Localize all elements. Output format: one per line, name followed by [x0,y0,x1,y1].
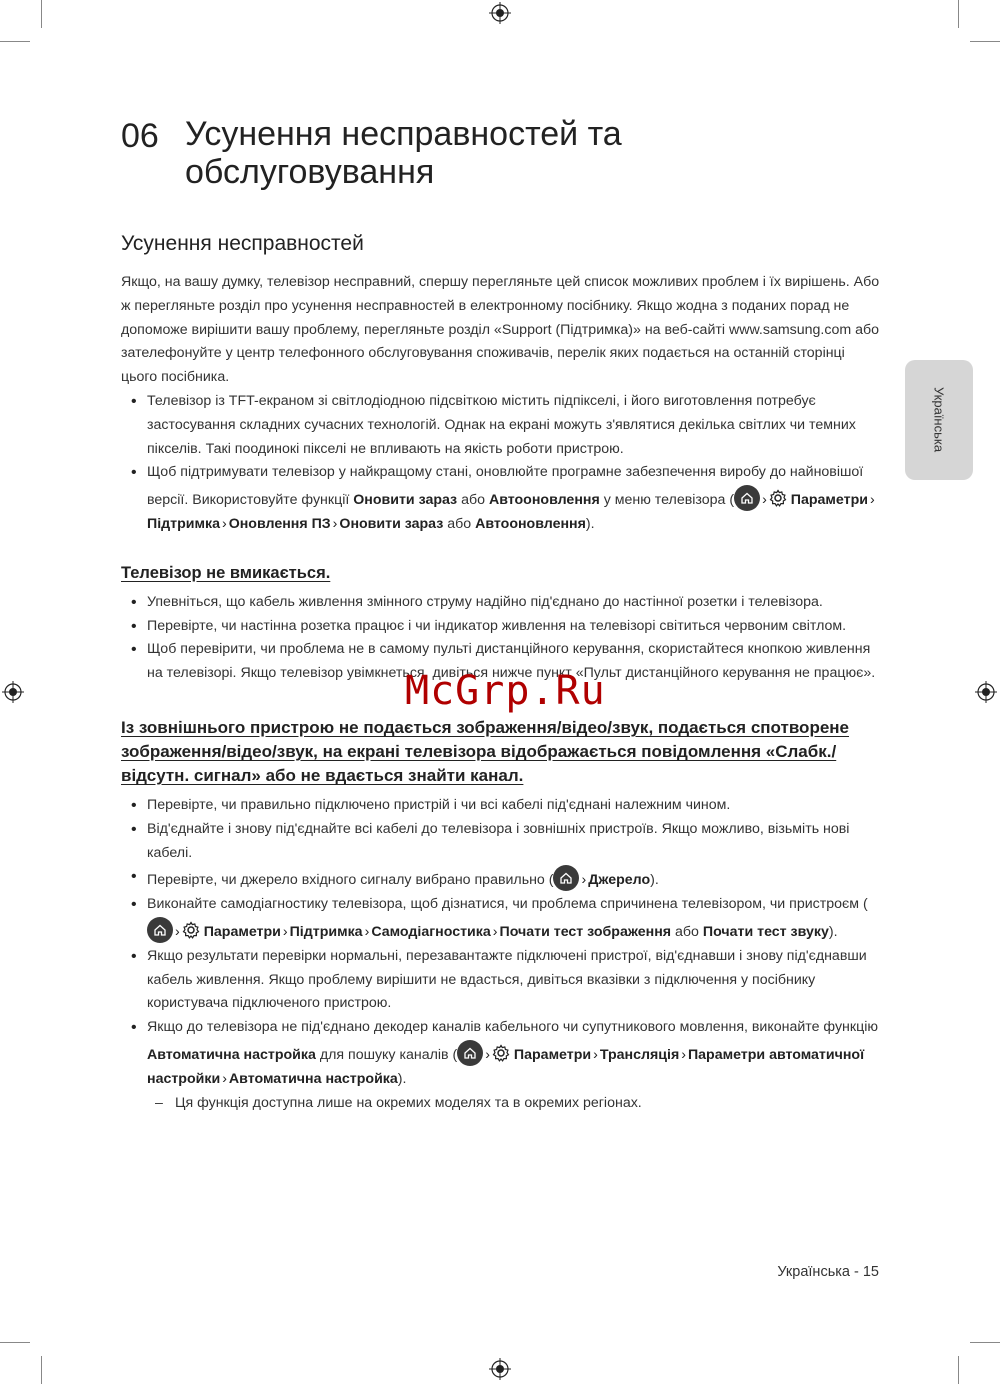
language-tab-label: Українська [931,387,947,453]
chevron-right-icon: › [282,923,288,940]
text: ). [397,1070,407,1087]
text: Виконайте самодіагностику телевізора, щоб дізнатися, чи проблема спричинена телевізором, чи пристроєм ( [147,896,868,913]
menu-term: Автоматична настройка [228,1070,398,1087]
menu-term: Оновити зараз [353,492,458,509]
chevron-right-icon: › [222,1070,227,1087]
text: Щоб підтримувати телевізор у найкращому стані, оновлюйте програмне забезпечення виробу до найновішої версії. Використовуйте функції [147,464,864,509]
menu-term: Оновлення ПЗ [228,515,331,532]
text: ). [585,515,595,532]
gear-icon [182,921,200,939]
registration-mark-icon [2,681,24,703]
list-item: • Якщо результати перевірки нормальні, перезавантажте підключені пристрої, від'єднавши і знову під'єднавши кабель живлення. Якщо проблему вирішити не вдасться, дивіться вказівки з підключення у посібнику користувача підключеного пристрою. [121,945,881,1016]
intro-paragraph: Якщо, на вашу думку, телевізор несправний, спершу перегляньте цей список можливих проблем і їх вирішень. Або ж перегляньте розділ про усунення несправностей в електронному посібнику. Якщо жодна з поданих порад не допоможе вирішити вашу проблему, перегляньте розділ «Support (Підтримка)» на веб-сайті www.samsung.com або зателефонуйте у центр телефонного обслуговування споживачів, перелік яких подається на останній сторінці цього посібника. [121,274,880,386]
menu-term: Параметри [203,923,281,940]
chevron-right-icon: › [762,492,767,509]
menu-term: Підтримка [147,515,220,532]
gear-icon [492,1044,510,1062]
menu-term: Почати тест звуку [702,923,829,940]
home-icon [147,917,173,943]
menu-term: Підтримка [289,923,363,940]
text: Якщо до телевізора не під'єднано декодер каналів кабельного чи супутникового мовлення, виконайте функцію [147,1019,878,1036]
registration-mark-icon [489,2,511,24]
crop-mark [958,1356,959,1384]
crop-mark [958,0,959,28]
list-item [121,893,881,945]
crop-mark [0,41,30,42]
home-icon [734,485,760,511]
menu-term: Параметри автоматичної настройки [147,1046,865,1087]
menu-term: Автооновлення [488,492,600,509]
language-tab [905,360,973,480]
chevron-right-icon: › [221,515,227,532]
chapter-number: 06 [121,117,159,155]
home-icon [553,865,579,891]
chevron-right-icon: › [175,923,180,940]
text: ). [828,923,838,940]
crop-mark [41,1356,42,1384]
crop-mark [970,1342,1000,1343]
menu-term: Параметри [790,492,868,509]
chevron-right-icon: › [581,872,587,889]
text: для пошуку каналів ( [319,1046,458,1063]
subsection-title: Телевізор не вмикається. [121,563,331,582]
menu-term: Трансляція [599,1046,680,1063]
chevron-right-icon: › [485,1046,490,1063]
text: або [675,923,699,940]
list-item: • Перевірте, чи правильно підключено пристрій і чи всі кабелі під'єднані належним чином. [121,794,881,818]
chevron-right-icon: › [869,492,875,509]
subsection-title: Із зовнішнього пристрою не подається зображення/відео/звук, подається спотворене зображення/відео/звук, на екрані телевізора відображається повідомлення «Слабк./відсутн. сигнал» або не вдається знайти канал. [121,717,850,785]
list-item: • Перевірте, чи настінна розетка працює і чи індикатор живлення на телевізорі світиться червоним світлом. [121,615,881,639]
crop-mark [0,1342,30,1343]
chevron-right-icon: › [332,515,338,532]
text: або [461,492,485,509]
text: або [447,515,472,532]
menu-term: Почати тест зображення [499,923,672,940]
chevron-right-icon: › [364,923,370,940]
section-title: Усунення несправностей [121,232,364,255]
page-footer: Українська - 15 [777,1264,879,1280]
list-item [121,1016,881,1091]
note: – Ця функція доступна лише на окремих моделях та в окремих регіонах. [121,1092,881,1116]
list-item: • Телевізор із TFT-екраном зі світлодіодною підсвіткою містить підпікселі, і його виготовлення потребує застосування складних сучасних технологій. Однак на екрані можуть з'являтися декілька світлих чи темних пікселів. Такі поодинокі пікселі не впливають на якість роботи пристрою. [121,390,881,461]
menu-term: Джерело [588,872,651,889]
list-item [121,865,881,893]
menu-term: Оновити зараз [339,515,444,532]
registration-mark-icon [489,1358,511,1380]
list-item [121,461,881,536]
chapter-title: Усунення несправностей та обслуговування [185,115,622,191]
list-item: • Щоб перевірити, чи проблема не в самому пульті дистанційного керування, скористайтеся кнопкою живлення на телевізорі. Якщо телевізор увімкнеться, дивіться нижче пункт «Пульт дистанційного керування не працює». [121,638,881,686]
chapter-heading [121,115,901,191]
watermark: McGrp.Ru [405,668,606,714]
chevron-right-icon: › [492,923,498,940]
list-item: • Упевніться, що кабель живлення змінного струму надійно під'єднано до настінної розетки і телевізора. [121,591,881,615]
registration-mark-icon [975,681,997,703]
chevron-right-icon: › [593,1046,598,1063]
gear-icon [769,489,787,507]
crop-mark [41,0,42,28]
text: Перевірте, чи джерело вхідного сигналу вибрано правильно ( [147,872,554,889]
subsection-list [121,794,881,1092]
intro-list [121,390,881,537]
list-item: • Від'єднайте і знову під'єднайте всі кабелі до телевізора і зовнішніх пристроїв. Якщо можливо, візьміть нові кабелі. [121,818,881,866]
chevron-right-icon: › [681,1046,686,1063]
menu-term: Автоматична настройка [147,1046,316,1063]
menu-term: Параметри [513,1046,592,1063]
menu-term: Самодіагностика [371,923,491,940]
text: у меню телевізора ( [603,492,735,509]
crop-mark [970,41,1000,42]
menu-term: Автооновлення [475,515,586,532]
home-icon [457,1040,483,1066]
text: ). [650,872,659,889]
